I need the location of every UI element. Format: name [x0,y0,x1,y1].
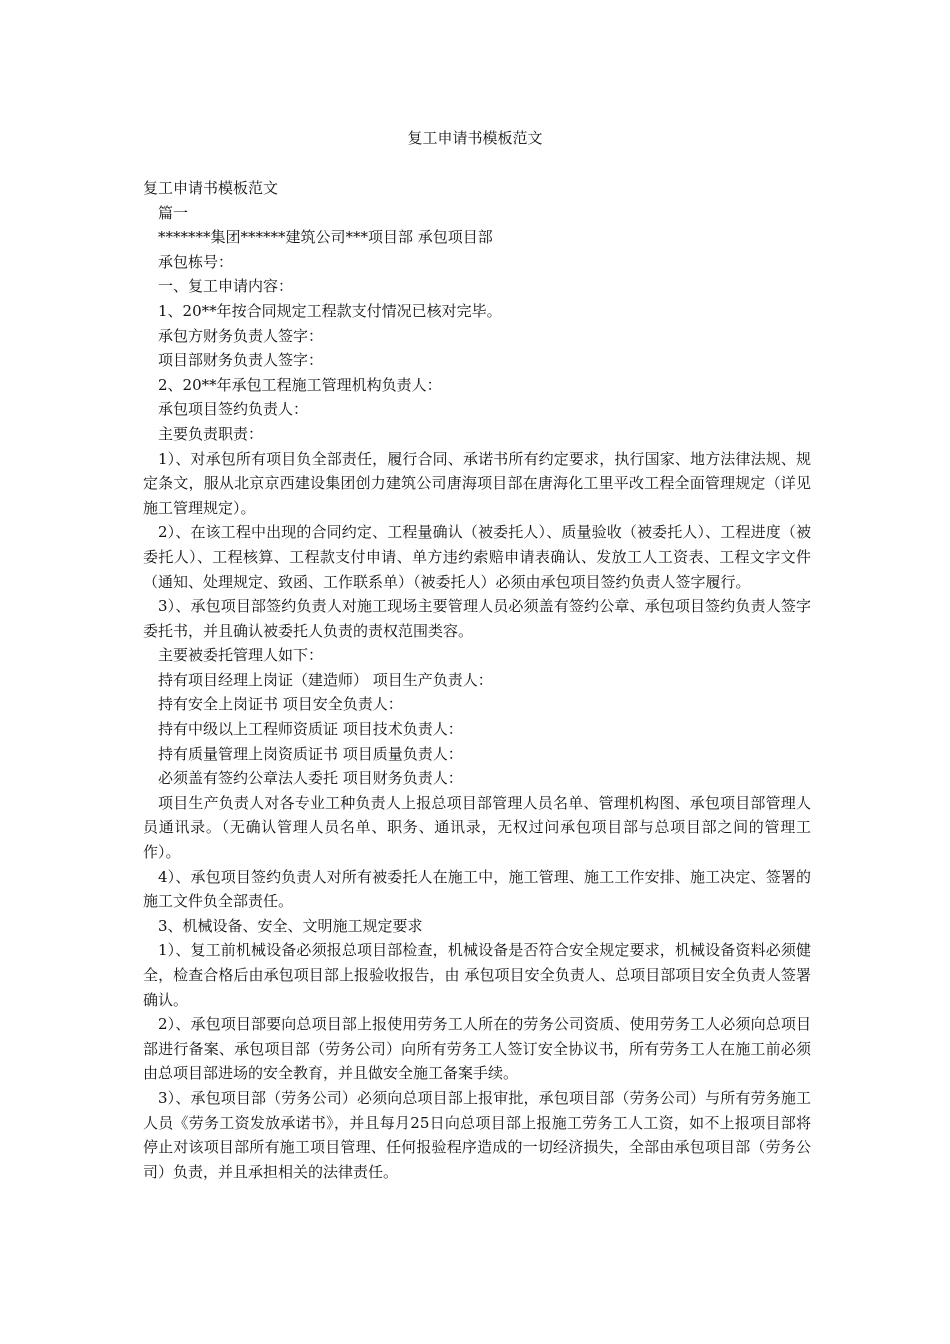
paragraph: 1）、对承包所有项目负全部责任，履行合同、承诺书所有约定要求，执行国家、地方法律法规、规定条文，服从北京京西建设集团创力建筑公司唐海项目部在唐海化工里平改工程全面管理规定（详见施工管理规定）。 [143,449,811,517]
paragraph: 2、20**年承包工程施工管理机构负责人： [158,375,442,394]
paragraph: 3、机械设备、安全、文明施工规定要求 [158,916,423,935]
document-title: 复工申请书模板范文 [407,129,543,147]
paragraph: 持有项目经理上岗证（建造师） 项目生产负责人： [158,670,493,689]
paragraph: 篇一 [158,203,189,222]
paragraph: 持有质量管理上岗资质证书 项目质量负责人： [158,744,463,763]
paragraph: 1、20**年按合同规定工程款支付情况已核对完毕。 [158,301,502,320]
paragraph: 承包栋号： [158,252,234,271]
paragraph: 主要被委托管理人如下： [158,646,324,665]
paragraph: 项目部财务负责人签字： [158,351,324,370]
paragraph: 3）、承包项目部（劳务公司）必须向总项目部上报审批，承包项目部（劳务公司）与所有劳务施工人员《劳务工资发放承诺书》，并且每月25日向总项目部上报施工劳务工人工资，如不上报项目部将停止对该项目部所有施工项目管理、任何报验程序造成的一切经济损失，全部由承包项目部（劳务公司）负责，并且承担相关的法律责任。 [143,1088,811,1181]
paragraph: 项目生产负责人对各专业工种负责人上报总项目部管理人员名单、管理机构图、承包项目部管理人员通讯录。（无确认管理人员名单、职务、通讯录，无权过问承包项目部与总项目部之间的管理工作）。 [143,793,811,862]
paragraph: 2）、承包项目部要向总项目部上报使用劳务工人所在的劳务公司资质、使用劳务工人必须向总项目部进行备案、承包项目部（劳务公司）向所有劳务工人签订安全协议书，所有劳务工人在施工前必须由总项目部进场的安全教育，并且做安全施工备案手续。 [143,1015,811,1083]
paragraph: 必须盖有签约公章法人委托 项目财务负责人： [158,769,463,788]
document-body [143,176,811,1184]
paragraph: 4）、承包项目签约负责人对所有被委托人在施工中，施工管理、施工工作安排、施工决定、签署的施工文件负全部责任。 [143,867,811,911]
paragraph: 持有安全上岗证书 项目安全负责人： [158,695,403,714]
paragraph: 2）、在该工程中出现的合同约定、工程量确认（被委托人）、质量验收（被委托人）、工程进度（被委托人）、工程核算、工程款支付申请、单方违约索赔申请表确认、发放工人工资表、工程文字文件（通知、处理规定、致函、工作联系单）（被委托人）必须由承包项目签约负责人签字履行。 [143,523,811,591]
paragraph: 3）、承包项目部签约负责人对施工现场主要管理人员必须盖有签约公章、承包项目签约负责人签字委托书，并且确认被委托人负责的责权范围类容。 [143,597,811,640]
paragraph: *******集团******建筑公司***项目部 承包项目部 [158,228,493,247]
paragraph: 一、复工申请内容： [158,277,294,296]
body-heading: 复工申请书模板范文 [143,179,279,197]
paragraph: 持有中级以上工程师资质证 项目技术负责人： [158,720,463,739]
paragraph: 承包项目签约负责人： [158,400,309,419]
paragraph: 承包方财务负责人签字： [158,326,324,345]
paragraph: 1）、复工前机械设备必须报总项目部检查，机械设备是否符合安全规定要求，机械设备资料必须健全，检查合格后由承包项目部上报验收报告，由 承包项目安全负责人、总项目部项目安全负责人签署确认。 [143,941,811,1009]
paragraph: 主要负责职责： [158,424,264,443]
